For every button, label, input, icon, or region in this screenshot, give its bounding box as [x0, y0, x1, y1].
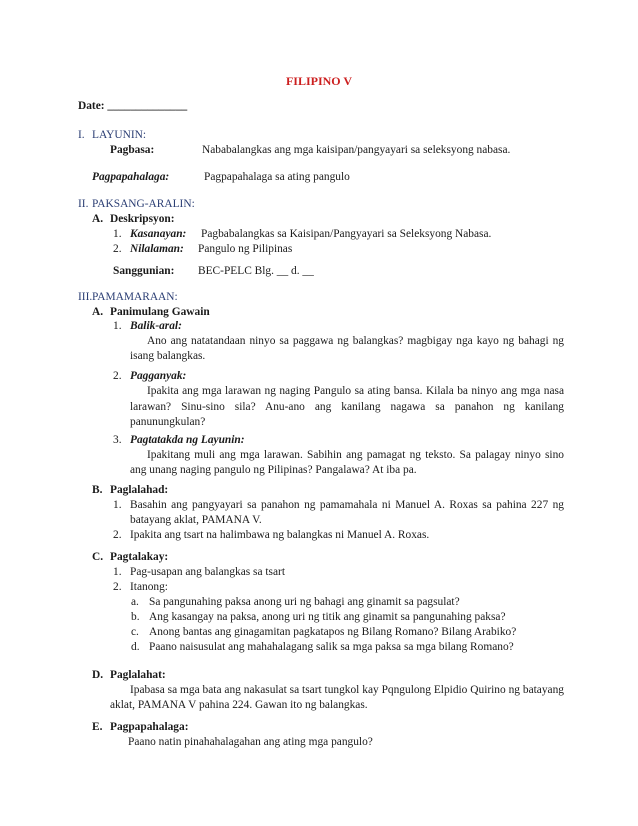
deskripsyon-label: Deskripsyon:	[110, 213, 175, 225]
section-iii-c-letter: C.	[92, 551, 104, 563]
paglalahad-item-1-number: 1.	[113, 499, 122, 511]
section-iii-heading: PAMAMARAAN:	[92, 291, 178, 303]
kasanayan-label: Kasanayan:	[130, 228, 187, 240]
layunin-number: 3.	[113, 434, 122, 446]
section-i-number: I.	[78, 129, 85, 141]
subitem-a-text: Sa pangunahing paksa anong uri ng bahagi ang ginamit sa pagsulat?	[149, 596, 460, 608]
pagtalakay-label: Pagtalakay:	[110, 551, 169, 563]
kasanayan-number: 1.	[113, 228, 122, 240]
pagganyak-label: Pagganyak:	[130, 370, 187, 382]
kasanayan-text: Pagbabalangkas sa Kaisipan/Pangyayari sa Seleksyong Nabasa.	[201, 228, 492, 240]
section-ii-heading: PAKSANG-ARALIN:	[92, 198, 195, 210]
pagpapahalaga-e-label: Pagpapahalaga:	[110, 721, 189, 733]
section-iii-number: III.	[78, 291, 93, 303]
pagtatakda-label: Pagtatakda ng Layunin:	[130, 434, 245, 446]
pagpapahalaga-e-text: Paano natin pinahahalagahan ang ating mga pangulo?	[128, 736, 373, 748]
paglalahad-item-2-number: 2.	[113, 529, 122, 541]
section-iii-e-letter: E.	[92, 721, 103, 733]
pagtalakay-item-1-number: 1.	[113, 566, 122, 578]
section-ii-a-letter: A.	[92, 213, 104, 225]
sanggunian-label: Sanggunian:	[113, 265, 175, 277]
section-iii-b-letter: B.	[92, 484, 103, 496]
section-iii-a-letter: A.	[92, 306, 104, 318]
section-iii-d-letter: D.	[92, 669, 104, 681]
subitem-a-letter: a.	[131, 596, 139, 608]
nilalaman-label: Nilalaman:	[130, 243, 184, 255]
paglalahat-label: Paglalahat:	[110, 669, 166, 681]
balik-aral-text: Ano ang natatandaan ninyo sa paggawa ng balangkas? magbigay nga kayo ng bahagi ng isang balangkas.	[130, 335, 564, 362]
subitem-c-letter: c.	[131, 626, 139, 638]
sanggunian-text: BEC-PELC Blg. __ d. __	[198, 265, 314, 277]
subitem-b-text: Ang kasangay na paksa, anong uri ng titik ang ginamit sa pangunahing paksa?	[149, 611, 506, 623]
balik-aral-label: Balik-aral:	[130, 320, 182, 332]
pagbasa-label: Pagbasa:	[110, 144, 155, 156]
nilalaman-text: Pangulo ng Pilipinas	[198, 243, 293, 255]
pagtatakda-text: Ipakitang muli ang mga larawan. Sabihin ang pamagat ng teksto. Sa palagay ninyo sino ang unang naging pangulo ng Pilipinas? Pangalawa? At iba pa.	[130, 449, 564, 476]
subitem-c-text: Anong bantas ang ginagamitan pagkatapos ng Bilang Romano? Bilang Arabiko?	[149, 626, 517, 638]
subitem-d-letter: d.	[131, 641, 140, 653]
nilalaman-number: 2.	[113, 243, 122, 255]
section-ii-number: II.	[78, 198, 89, 210]
section-i-heading: LAYUNIN:	[92, 129, 146, 141]
pagpapahalaga-text: Pagpapahalaga sa ating pangulo	[204, 171, 350, 183]
subitem-d-text: Paano naisusulat ang mahahalagang salik sa mga paksa sa mga bilang Romano?	[149, 641, 514, 653]
paglalahad-label: Paglalahad:	[110, 484, 169, 496]
paglalahad-item-2-text: Ipakita ang tsart na halimbawa ng balangkas ni Manuel A. Roxas.	[130, 529, 430, 541]
pagganyak-number: 2.	[113, 370, 122, 382]
paglalahad-item-1-text: Basahin ang pangyayari sa panahon ng pamamahala ni Manuel A. Roxas sa pahina 227 ng batayang aklat, PAMANA V.	[130, 499, 564, 526]
paglalahat-text: Ipabasa sa mga bata ang nakasulat sa tsart tungkol kay Pqngulong Elpidio Quirino ng batayang aklat, PAMANA V pahina 224. Gawan ito ng balangkas.	[110, 684, 564, 711]
pagtalakay-item-1-text: Pag-usapan ang balangkas sa tsart	[130, 566, 285, 578]
pagtalakay-item-2-number: 2.	[113, 581, 122, 593]
document-title: FILIPINO V	[285, 74, 353, 88]
subitem-b-letter: b.	[131, 611, 140, 623]
balik-aral-number: 1.	[113, 320, 122, 332]
date-line: Date: ______________	[78, 100, 188, 112]
pagbasa-text: Nababalangkas ang mga kaisipan/pangyayari sa seleksyong nabasa.	[202, 144, 511, 156]
pagpapahalaga-label: Pagpapahalaga:	[92, 171, 170, 183]
pagganyak-text: Ipakita ang mga larawan ng naging Pangulo sa ating bansa. Kilala ba ninyo ang mga nasa larawan? Sinu-sino sila? Anu-ano ang kanilang nagawa sa panahon ng kanilang panunungkulan?	[130, 385, 564, 428]
pagtalakay-item-2-text: Itanong:	[130, 581, 168, 593]
panimulang-gawain-label: Panimulang Gawain	[110, 306, 210, 318]
